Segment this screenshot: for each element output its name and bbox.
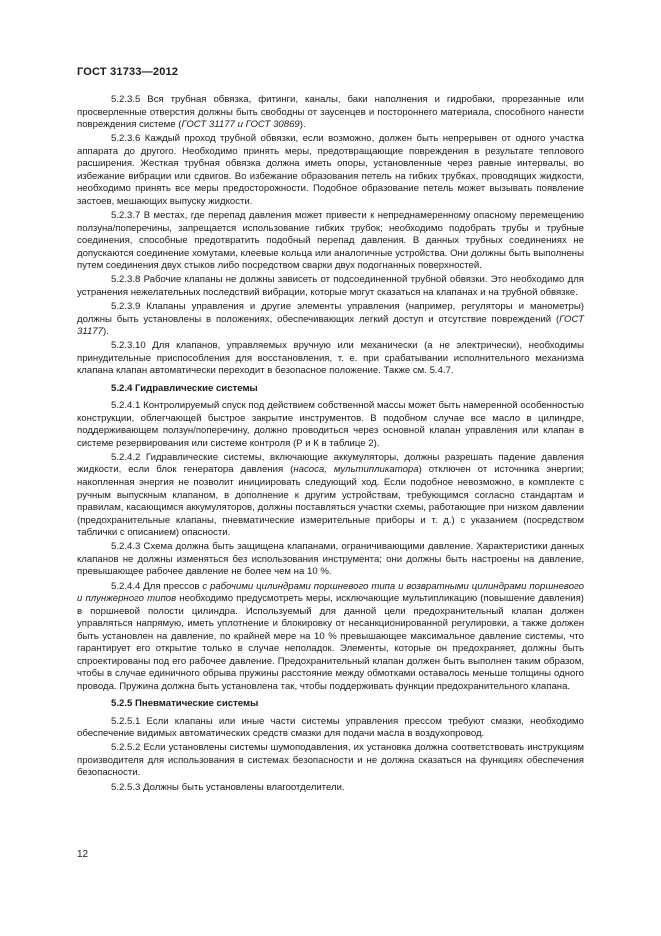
paragraph	[77, 340, 584, 378]
paragraph	[77, 133, 584, 208]
paragraph	[77, 581, 584, 694]
text-span: ) отключен от источника энергии; накопленная энергия не позволит инициировать следующий ход. Если подобное невозможно, в комплекте с ручным выпускным клапаном, в дополнение к другим устройствам, требующимся согласно стандартам и правилам, касающимся аккумуляторов, должны поставляться участки схемы, работающие при низком давлении (предохранительные клапаны, пневматические измерительные приборы и т. д.) с указанием (посредством таблички с описанием) опасности.	[77, 464, 584, 539]
text-span: 5.2.3.5 Вся трубная обвязка, фитинги, каналы, баки наполнения и гидробаки, прорезанные или просверленные отверстия должны быть свободны от заусенцев и постороннего материала, способного нанести повреждения системе (	[77, 94, 584, 131]
text-span: 5.2.5 Пневматические системы	[111, 698, 259, 710]
text-span: 5.2.3.10 Для клапанов, управляемых вручную или механически (а не электрически), необходимы принудительные приспособления для восстановления, т. е. при срабатывании исполнительного механизма клапана клапан автоматически переходит в безопасное положение. Также см. 5.4.7.	[77, 340, 584, 377]
text-span: 5.2.3.9 Клапаны управления и другие элементы управления (например, регуляторы и манометры) должны быть установлены в положениях, обеспечивающих легкий доступ и отсутствие повреждений (	[77, 301, 584, 325]
document-body	[77, 94, 584, 796]
paragraph	[77, 301, 584, 339]
paragraph	[77, 210, 584, 273]
paragraph	[77, 452, 584, 540]
section-heading	[77, 383, 584, 396]
paragraph	[77, 274, 584, 299]
italic-text: ГОСТ 31177 и ГОСТ 30869	[181, 119, 300, 131]
text-span: 5.2.5.2 Если установлены системы шумоподавления, их установка должна соответствовать инструкциям производителя для использования в системах безопасности и не должна сказаться на функциях обеспечения безопасности.	[77, 742, 584, 779]
text-span: 5.2.4.3 Схема должна быть защищена клапанами, ограничивающими давление. Характеристики данных клапанов не должны изменяться без использования инструмента; они должны быть настроены на давление, превышающее рабочее давление не более чем на 10 %.	[77, 541, 584, 578]
text-span: 5.2.4.2 Гидравлические системы, включающие аккумуляторы, должны разрешать падение давления жидкости, если блок генератора давления (	[77, 451, 584, 476]
text-span: 5.2.5.1 Если клапаны или иные части системы управления прессом требуют смазки, необходимо обеспечение видимых автоматических средств смазки для подачи масла в воздухопровод.	[77, 715, 584, 740]
text-span: 5.2.4.1 Контролируемый спуск под действием собственной массы может быть намеренной особенностью конструкции, облегчающей быстрое закрытие инструментов. В подобном случае все масло в цилиндре, поддерживающем ползун/поперечину, должно проводиться через основной клапан управления или клапан в системе резервирования или системе контроля (Р и К в таблице 2).	[77, 400, 584, 449]
text-span: 5.2.3.6 Каждый проход трубной обвязки, если возможно, должен быть непрерывен от одного участка аппарата до другого. Необходимо принять меры, предотвращающие повреждения в результате теплового расширения. Жесткая трубная обвязка должна иметь опоры, установленные через равные интервалы, во избежание вибрации или сдвигов. Во избежание образования петель на гибких трубках, проводящих жидкости, необходимо принять все меры предосторожности. Подобное образование петель может вызывать появление застоев, мешающих выпуску жидкости.	[77, 133, 584, 207]
section-heading	[77, 698, 584, 711]
paragraph	[77, 400, 584, 450]
italic-text: насоса, мультипликатора	[293, 464, 419, 476]
document-header: ГОСТ 31733—2012	[77, 66, 179, 78]
text-span: 5.2.4.4 Для прессов	[111, 580, 203, 592]
text-span: ).	[102, 326, 109, 338]
paragraph	[77, 782, 584, 795]
italic-text: с рабочими цилиндрами поршневого типа и возвратными цилиндрами поршневого и плунжерного типов	[77, 580, 584, 605]
text-span: необходимо предусмотреть меры, исключающие мультипликацию (повышение давления) в поршневой полости цилиндра. Используемый для данной цели предохранительный клапан должен управляться напрямую, иметь уплотнение и блокировку от несанкционированной регулировки, а также должен быть установлен на давление, по крайней мере на 10 % превышающее максимальное давление системы, что гарантирует его открытие только в случае неполадок. Элементы, которые он предохраняет, должны быть спроектированы под его рабочее давление. Предохранительный клапан должен быть выполнен таким образом, чтобы в случае единичного обрыва пружины расстояние между обмотками оставалось меньше толщины одного провода. Пружина должна быть установлена так, чтобы поддерживать функции предохранительного клапана.	[77, 593, 584, 692]
paragraph	[77, 541, 584, 579]
text-span: 5.2.3.7 В местах, где перепад давления может привести к непреднамеренному опасному перемещению ползуна/поперечины, запрещается использование гибких трубок; необходимо подобрать трубы и трубные соединения, способные предотвратить подобный перепад давления. В данных трубных соединениях не допускаются соединение хомутами, клеевые кольца или аналогичные устройства. Они должны быть выполнены путем соединения двух стыков либо посредством сварки двух подогнанных поверхностей.	[77, 210, 584, 272]
page-number: 12	[77, 849, 89, 860]
text-span: 5.2.4 Гидравлические системы	[111, 382, 258, 394]
italic-text: ГОСТ 31177	[77, 313, 584, 338]
paragraph	[77, 716, 584, 741]
paragraph	[77, 742, 584, 780]
text-span: 5.2.5.3 Должны быть установлены влагоотделители.	[111, 781, 345, 793]
text-span: 5.2.3.8 Рабочие клапаны не должны зависеть от подсоединенной трубной обвязки. Это необходимо для устранения нежелательных последствий вибрации, которые могут сказаться на клапанах и на трубной обвязке.	[77, 274, 584, 298]
paragraph	[77, 94, 584, 132]
text-span: ).	[299, 119, 306, 131]
